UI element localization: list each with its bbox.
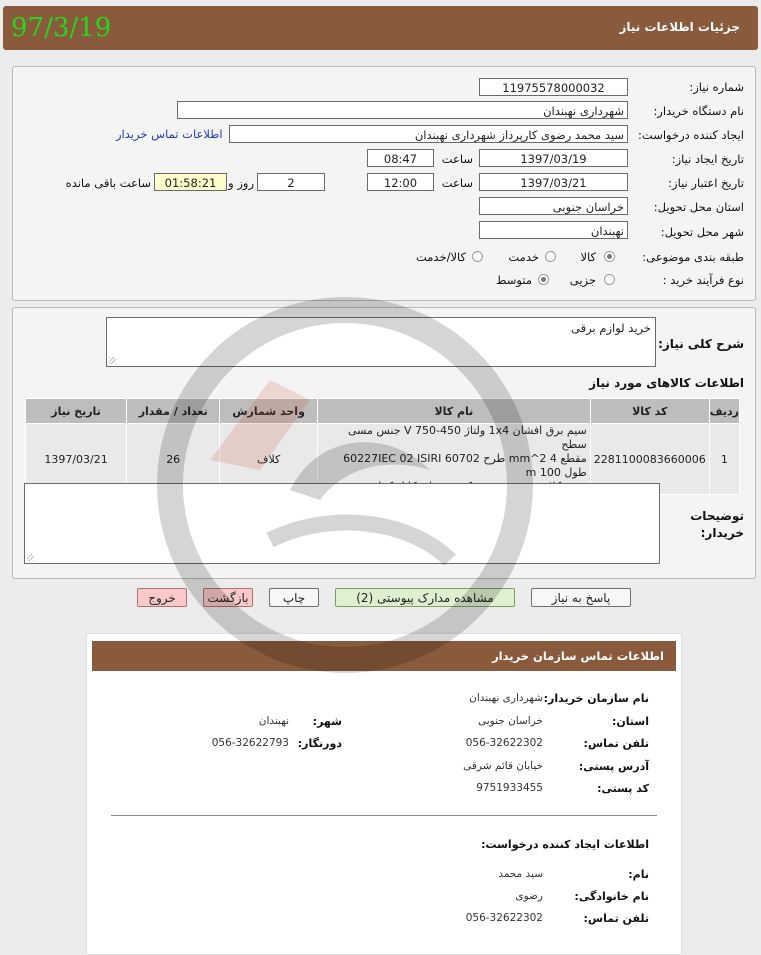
col-unit: واحد شمارش (220, 399, 318, 424)
category-service-radio[interactable] (545, 251, 556, 262)
col-qty: تعداد / مقدار (127, 399, 220, 424)
exit-button[interactable]: خروج (137, 588, 187, 607)
cell-code: 2281100083660006 (590, 424, 709, 495)
creator-family-value: رضوی (515, 890, 543, 902)
contact-province-value: خراسان جنوبی (477, 715, 543, 727)
category-service-label: خدمت (508, 250, 539, 264)
remaining-time-field: 01:58:21 (154, 173, 227, 191)
category-both-radio[interactable] (472, 251, 483, 262)
creator-phone-value: 056-32622302 (465, 912, 543, 924)
goods-section-title: اطلاعات کالاهای مورد نیاز (589, 376, 744, 390)
reply-button[interactable]: پاسخ به نیاز (531, 588, 631, 607)
summary-text: خرید لوازم برقی (571, 321, 651, 335)
need-number-field: 11975578000032 (479, 78, 628, 96)
creator-info-title: اطلاعات ایجاد کننده درخواست: (481, 838, 649, 851)
col-date: تاریخ نیاز (26, 399, 127, 424)
contact-province-label: استان: (612, 715, 649, 728)
category-label: طبقه بندی موضوعی: (642, 250, 744, 264)
created-date-field: 1397/03/19 (479, 149, 628, 167)
buyer-org-label: نام دستگاه خریدار: (653, 104, 744, 118)
cell-unit: کلاف (220, 424, 318, 495)
contact-city-value: نهبندان (258, 715, 289, 727)
header-date: 97/3/19 (11, 13, 112, 43)
resize-grip-icon[interactable] (109, 357, 116, 364)
city-label: شهر محل تحویل: (660, 225, 744, 239)
cell-name-line: سیم برق افشان 1x4 ولتاژ 450-750 V جنس مسی سطح (348, 424, 587, 451)
creator-family-label: نام خانوادگی: (574, 890, 649, 903)
buyer-contact-card (86, 633, 682, 955)
category-goods-label: کالا (580, 250, 596, 264)
contact-fax-value: 056-32622793 (211, 737, 289, 749)
contact-postal-value: 9751933455 (476, 782, 543, 794)
buyer-contact-link[interactable]: اطلاعات تماس خریدار (116, 127, 223, 141)
city-field: نهبندان (479, 221, 628, 239)
valid-date-field: 1397/03/21 (479, 173, 628, 191)
contact-city-label: شهر: (312, 715, 342, 728)
contact-org-value: شهرداری نهبندان (469, 692, 543, 704)
contact-card-title: اطلاعات تماس سازمان خریدار (492, 649, 664, 663)
buyer-notes-label: توضیحات خریدار: (690, 509, 744, 540)
contact-fax-label: دورنگار: (297, 737, 342, 750)
summary-textarea[interactable] (106, 317, 656, 367)
valid-time-field: 12:00 (367, 173, 434, 191)
page-header (3, 6, 758, 50)
process-partial-label: جزیی (569, 273, 596, 287)
valid-time-label: ساعت (441, 176, 473, 190)
remaining-label: ساعت باقی مانده (65, 176, 151, 190)
resize-grip-icon[interactable] (27, 554, 34, 561)
days-field: 2 (257, 173, 325, 191)
contact-postal-label: کد پستی: (597, 782, 649, 795)
col-row: ردیف (709, 399, 739, 424)
created-time-field: 08:47 (367, 149, 434, 167)
page-title: جزئیات اطلاعات نیاز (619, 20, 740, 34)
province-label: استان محل تحویل: (653, 200, 744, 214)
process-label: نوع فرآیند خرید : (662, 273, 744, 287)
process-medium-label: متوسط (495, 273, 532, 287)
creator-field: سید محمد رضوی کارپرداز شهرداری نهبندان (229, 125, 628, 143)
goods-table-header (26, 399, 740, 424)
creator-phone-label: تلفن تماس: (583, 912, 649, 925)
creator-name-label: نام: (628, 868, 649, 881)
process-medium-radio[interactable] (538, 274, 549, 285)
creator-name-value: سید محمد (498, 868, 543, 880)
contact-address-value: خیابان قائم شرقی (463, 760, 543, 772)
contact-phone-value: 056-32622302 (465, 737, 543, 749)
col-code: کد کالا (590, 399, 709, 424)
buyer-org-field: شهرداری نهبندان (177, 101, 628, 119)
col-name: نام کالا (318, 399, 591, 424)
cell-qty: 26 (127, 424, 220, 495)
contact-phone-label: تلفن تماس: (583, 737, 649, 750)
valid-date-label: تاریخ اعتبار نیاز: (668, 176, 744, 190)
contact-card-header (92, 641, 676, 671)
creator-label: ایجاد کننده درخواست: (638, 128, 744, 142)
contact-address-label: آدرس پستی: (578, 760, 649, 773)
province-field: خراسان جنوبی (479, 197, 628, 215)
created-time-label: ساعت (441, 152, 473, 166)
created-date-label: تاریخ ایجاد نیاز: (671, 152, 744, 166)
cell-row: 1 (709, 424, 739, 495)
process-partial-radio[interactable] (604, 274, 615, 285)
days-label: روز و (228, 176, 254, 190)
divider (111, 815, 657, 816)
goods-table (25, 398, 740, 495)
view-documents-button[interactable]: مشاهده مدارک پیوستی (2) (335, 588, 515, 607)
cell-name-line: مقطع 4 mm^2 طرح 60227IEC 02 ISIRI 60702 طول 100 m (343, 452, 587, 479)
contact-org-label: نام سازمان خریدار: (543, 692, 649, 705)
cell-date: 1397/03/21 (26, 424, 127, 495)
need-number-label: شماره نیاز: (689, 80, 744, 94)
summary-label: شرح کلی نیاز: (658, 337, 744, 351)
category-both-label: کالا/خدمت (415, 250, 466, 264)
category-goods-radio[interactable] (604, 251, 615, 262)
print-button[interactable]: چاپ (269, 588, 319, 607)
buyer-notes-textarea[interactable] (24, 483, 660, 564)
back-button[interactable]: بازگشت (203, 588, 253, 607)
